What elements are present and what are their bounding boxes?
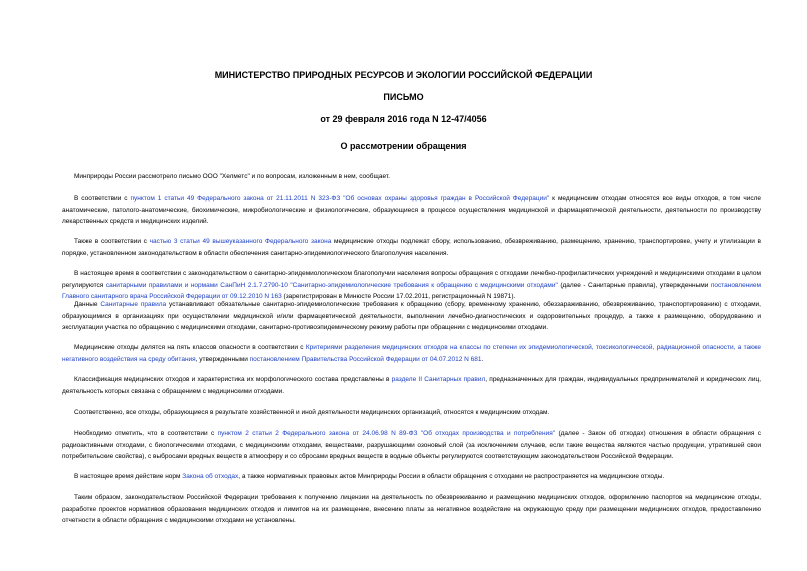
paragraph-text: В настоящее время в соответствии с законодательством о санитарно-эпидемиологическом благополучии населения вопросы обращения с отходами лечебно-профилактических учреждений и медицинскими отходами в целом регулируются <box>62 270 761 289</box>
paragraph-text: медицинские отходы подлежат сбору, использованию, обезвреживанию, размещению, хранению, транспортировке, учету и утилизации в порядке, установленном законодательством в области обеспечения санитарно-эпидемиологического благополучия населения. <box>62 238 761 257</box>
legal-reference-link[interactable]: постановлением Главного санитарного врача Российской Федерации от 09.12.2010 N 163 <box>62 281 761 301</box>
paragraph <box>62 374 761 397</box>
legal-reference-link[interactable]: Закона об отходах <box>182 473 239 480</box>
paragraph-text: Данные <box>74 301 101 308</box>
legal-reference-link[interactable]: санитарными правилами и нормами СанПиН 2.1.7.2790-10 "Санитарно-эпидемиологические требования к обращению с медицинскими отходами" <box>105 281 558 289</box>
paragraph-text: устанавливают обязательные санитарно-эпидемиологические требования к обращению (сбору, временному хранению, обеззараживанию, обезвреживанию, транспортированию) с отходами, образующимися в организациях при осуществлении медицинской и/или фармацевтической деятельности, выполнении лечебно-диагностических и оздоровительных процедур, а также к размещению, оборудованию и эксплуатации участка по обращению с медицинскими отходами, санитарно-противоэпидемическому режиму работы при обращении с медицинскими отходами. <box>62 301 761 332</box>
legal-reference-link[interactable]: разделе II Санитарных правил <box>391 376 486 383</box>
paragraph-text: к медицинским отходам относятся все виды отходов, в том числе анатомические, патолого-анатомические, биохимические, микробиологические и физиологические, образующиеся в процессе осуществления медицинской и фармацевтической деятельности, деятельности по производству лекарственных средств и медицинских изделий. <box>62 195 762 226</box>
paragraph-text: В настоящее время действие норм <box>74 473 183 480</box>
paragraph-text: . <box>481 355 484 363</box>
paragraph-text: , предназначенных для граждан, индивидуальных предпринимателей и юридических лиц, деятельность которых связана с обращением с медицинскими отходами. <box>62 376 762 395</box>
legal-reference-link[interactable]: пунктом 1 статьи 49 Федерального закона от 21.11.2011 N 323-ФЗ "Об основах охраны здоровья граждан в Российской Федерации" <box>130 195 550 202</box>
paragraph <box>62 342 761 365</box>
paragraph-text: В соответствии с <box>74 195 131 202</box>
document-date-number: от 29 февраля 2016 года N 12-47/4056 <box>320 114 487 124</box>
paragraph-text: Медицинские отходы делятся на пять классов опасности в соответствии с <box>74 344 306 351</box>
paragraph-text: (далее - Санитарные правила), утвержденными <box>557 281 711 289</box>
paragraph-text: , а также нормативных правовых актов Минприроды России в области обращения с отходами не распространяется на медицинские отходы. <box>238 473 665 480</box>
paragraph-text: Таким образом, законодательством Российской Федерации требования к получению лицензии на деятельность по обезвреживанию и размещению медицинских отходов, оформлению паспортов на медицинские отходы, разработке проектов нормативов образования медицинских отходов и лимитов на их размещение, внесению платы за негативное воздействие на окружающую среду при размещении медицинских отходов, предоставлению отчетности в области обращения с медицинскими отходами не установлены. <box>62 494 761 525</box>
document-subject: О рассмотрении обращения <box>340 141 467 151</box>
legal-reference-link[interactable]: Критериями разделения медицинских отходов на классы по степени их эпидемиологической, токсикологической, радиационной опасности, а также негативного воздействия на среду обитания <box>62 344 761 363</box>
paragraph <box>62 471 761 483</box>
paragraph-text: Необходимо отметить, что в соответствии с <box>74 430 218 437</box>
paragraph <box>62 407 761 419</box>
paragraph-text: (далее - Закон об отходах) отношения в области обращения с радиоактивными отходами, с биологическими отходами, с медицинскими отходами, веществами, разрушающими озоновый слой (за исключением случаев, если такие вещества являются частью продукции, утратившей свои потребительские свойства), с выбросами вредных веществ в атмосферу и со сбросами вредных веществ в водные объекты регулируются соответствующим законодательством Российской Федерации. <box>62 430 761 461</box>
paragraph-text: (зарегистрирован в Минюсте России 17.02.2011, регистрационный N 19871). <box>281 293 516 301</box>
legal-reference-link[interactable]: постановлением Правительства Российской Федерации от 04.07.2012 N 681 <box>249 355 482 363</box>
paragraph-text: Минприроды России рассмотрело письмо ООО "Хелметс" и по вопросам, изложенным в нем, сообщает. <box>74 173 390 180</box>
ministry-heading: МИНИСТЕРСТВО ПРИРОДНЫХ РЕСУРСОВ И ЭКОЛОГИИ РОССИЙСКОЙ ФЕДЕРАЦИИ <box>214 70 593 80</box>
paragraph <box>62 171 761 183</box>
legal-reference-link[interactable]: Санитарные правила <box>100 301 167 308</box>
paragraph <box>62 299 761 334</box>
paragraph <box>62 193 761 228</box>
paragraph <box>62 268 761 303</box>
paragraph-text: Соответственно, все отходы, образующиеся в результате хозяйственной и иной деятельности медицинских организаций, относятся к медицинским отходам. <box>74 409 550 416</box>
document-type: ПИСЬМО <box>383 92 424 102</box>
paragraph <box>62 428 761 463</box>
paragraph-text: , утвержденными <box>195 355 250 363</box>
paragraph-text: Также в соответствии с <box>74 238 150 245</box>
legal-reference-link[interactable]: частью 3 статьи 49 вышеуказанного Федерального закона <box>149 238 332 245</box>
paragraph <box>62 236 761 259</box>
paragraph <box>62 492 761 527</box>
legal-reference-link[interactable]: пунктом 2 статьи 2 Федерального закона от 24.06.98 N 89-ФЗ "Об отходах производства и потребления" <box>217 430 556 437</box>
paragraph-text: Классификация медицинских отходов и характеристика их морфологического состава представлены в <box>74 376 392 383</box>
